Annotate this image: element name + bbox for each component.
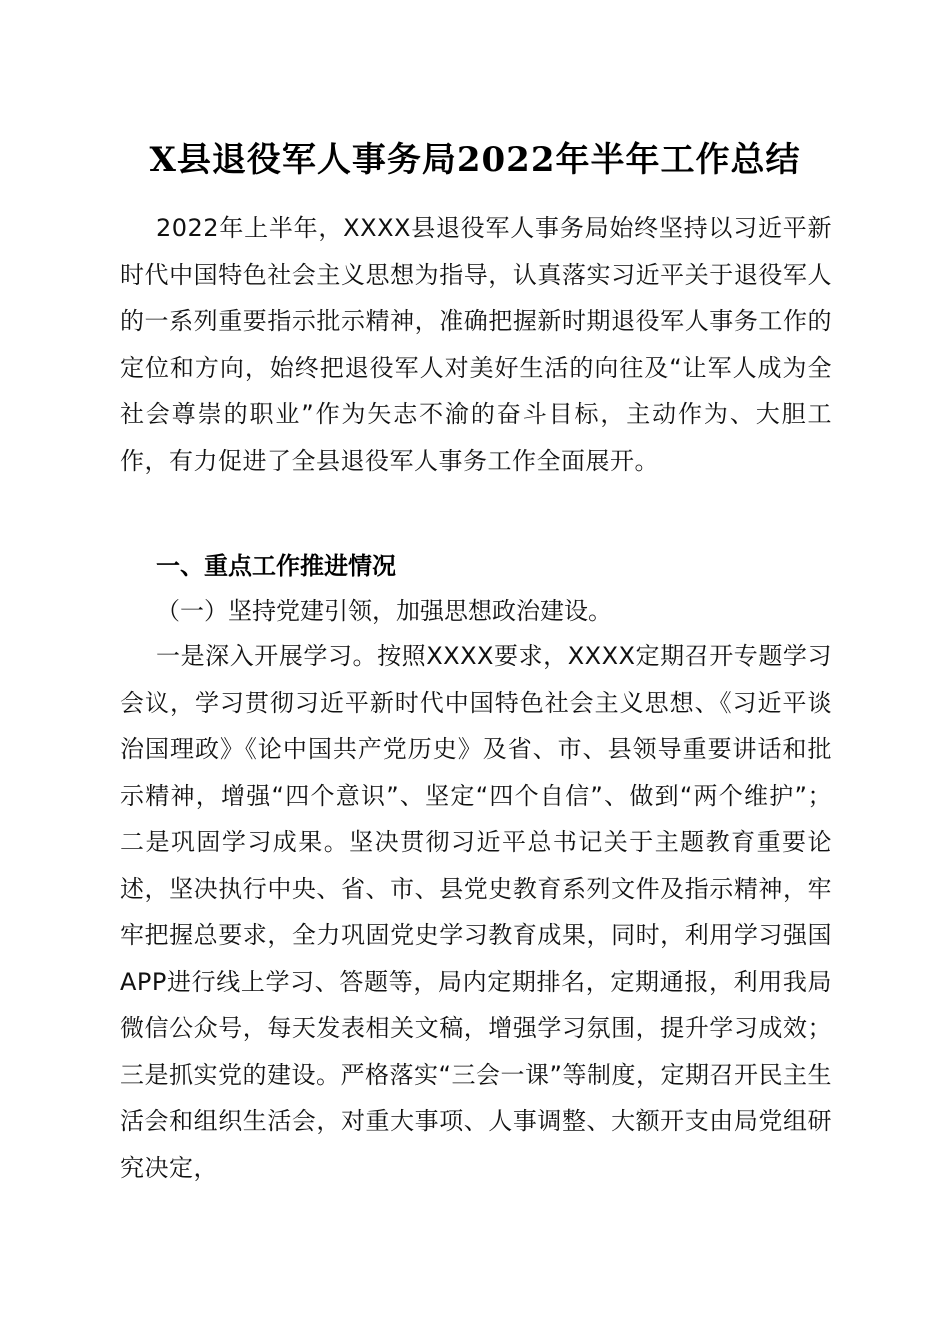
document-title: X县退役军人事务局2022年半年工作总结 (149, 140, 801, 180)
subsection-heading: （一）坚持党建引领，加强思想政治建设。 (156, 597, 612, 625)
section-heading: 一、重点工作推进情况 (156, 552, 396, 580)
intro-paragraph: 2022年上半年，XXXX县退役军人事务局始终坚持以习近平新时代中国特色社会主义思想为指导，认真落实习近平关于退役军人的一系列重要指示批示精神，准确把握新时期退役军人事务工作的定位和方向，始终把退役军人对美好生活的向往及“让军人成为全社会尊崇的职业”作为矢志不渝的奋斗目标，主动作为、大胆工作，有力促进了全县退役军人事务工作全面展开。 (120, 214, 832, 475)
section-paragraph: 一是深入开展学习。按照XXXX要求，XXXX定期召开专题学习会议，学习贯彻习近平新时代中国特色社会主义思想、《习近平谈治国理政》《论中国共产党历史》及省、市、县领导重要讲话和批示精神，增强“四个意识”、坚定“四个自信”、做到“两个维护”；二是巩固学习成果。坚决贯彻习近平总书记关于主题教育重要论述，坚决执行中央、省、市、县党史教育系列文件及指示精神，牢牢把握总要求，全力巩固党史学习教育成果，同时，利用学习强国APP进行线上学习、答题等，局内定期排名，定期通报，利用我局微信公众号，每天发表相关文稿，增强学习氛围，提升学习成效；三是抓实党的建设。严格落实“三会一课”等制度，定期召开民主生活会和组织生活会，对重大事项、人事调整、大额开支由局党组研究决定， (120, 642, 832, 1182)
